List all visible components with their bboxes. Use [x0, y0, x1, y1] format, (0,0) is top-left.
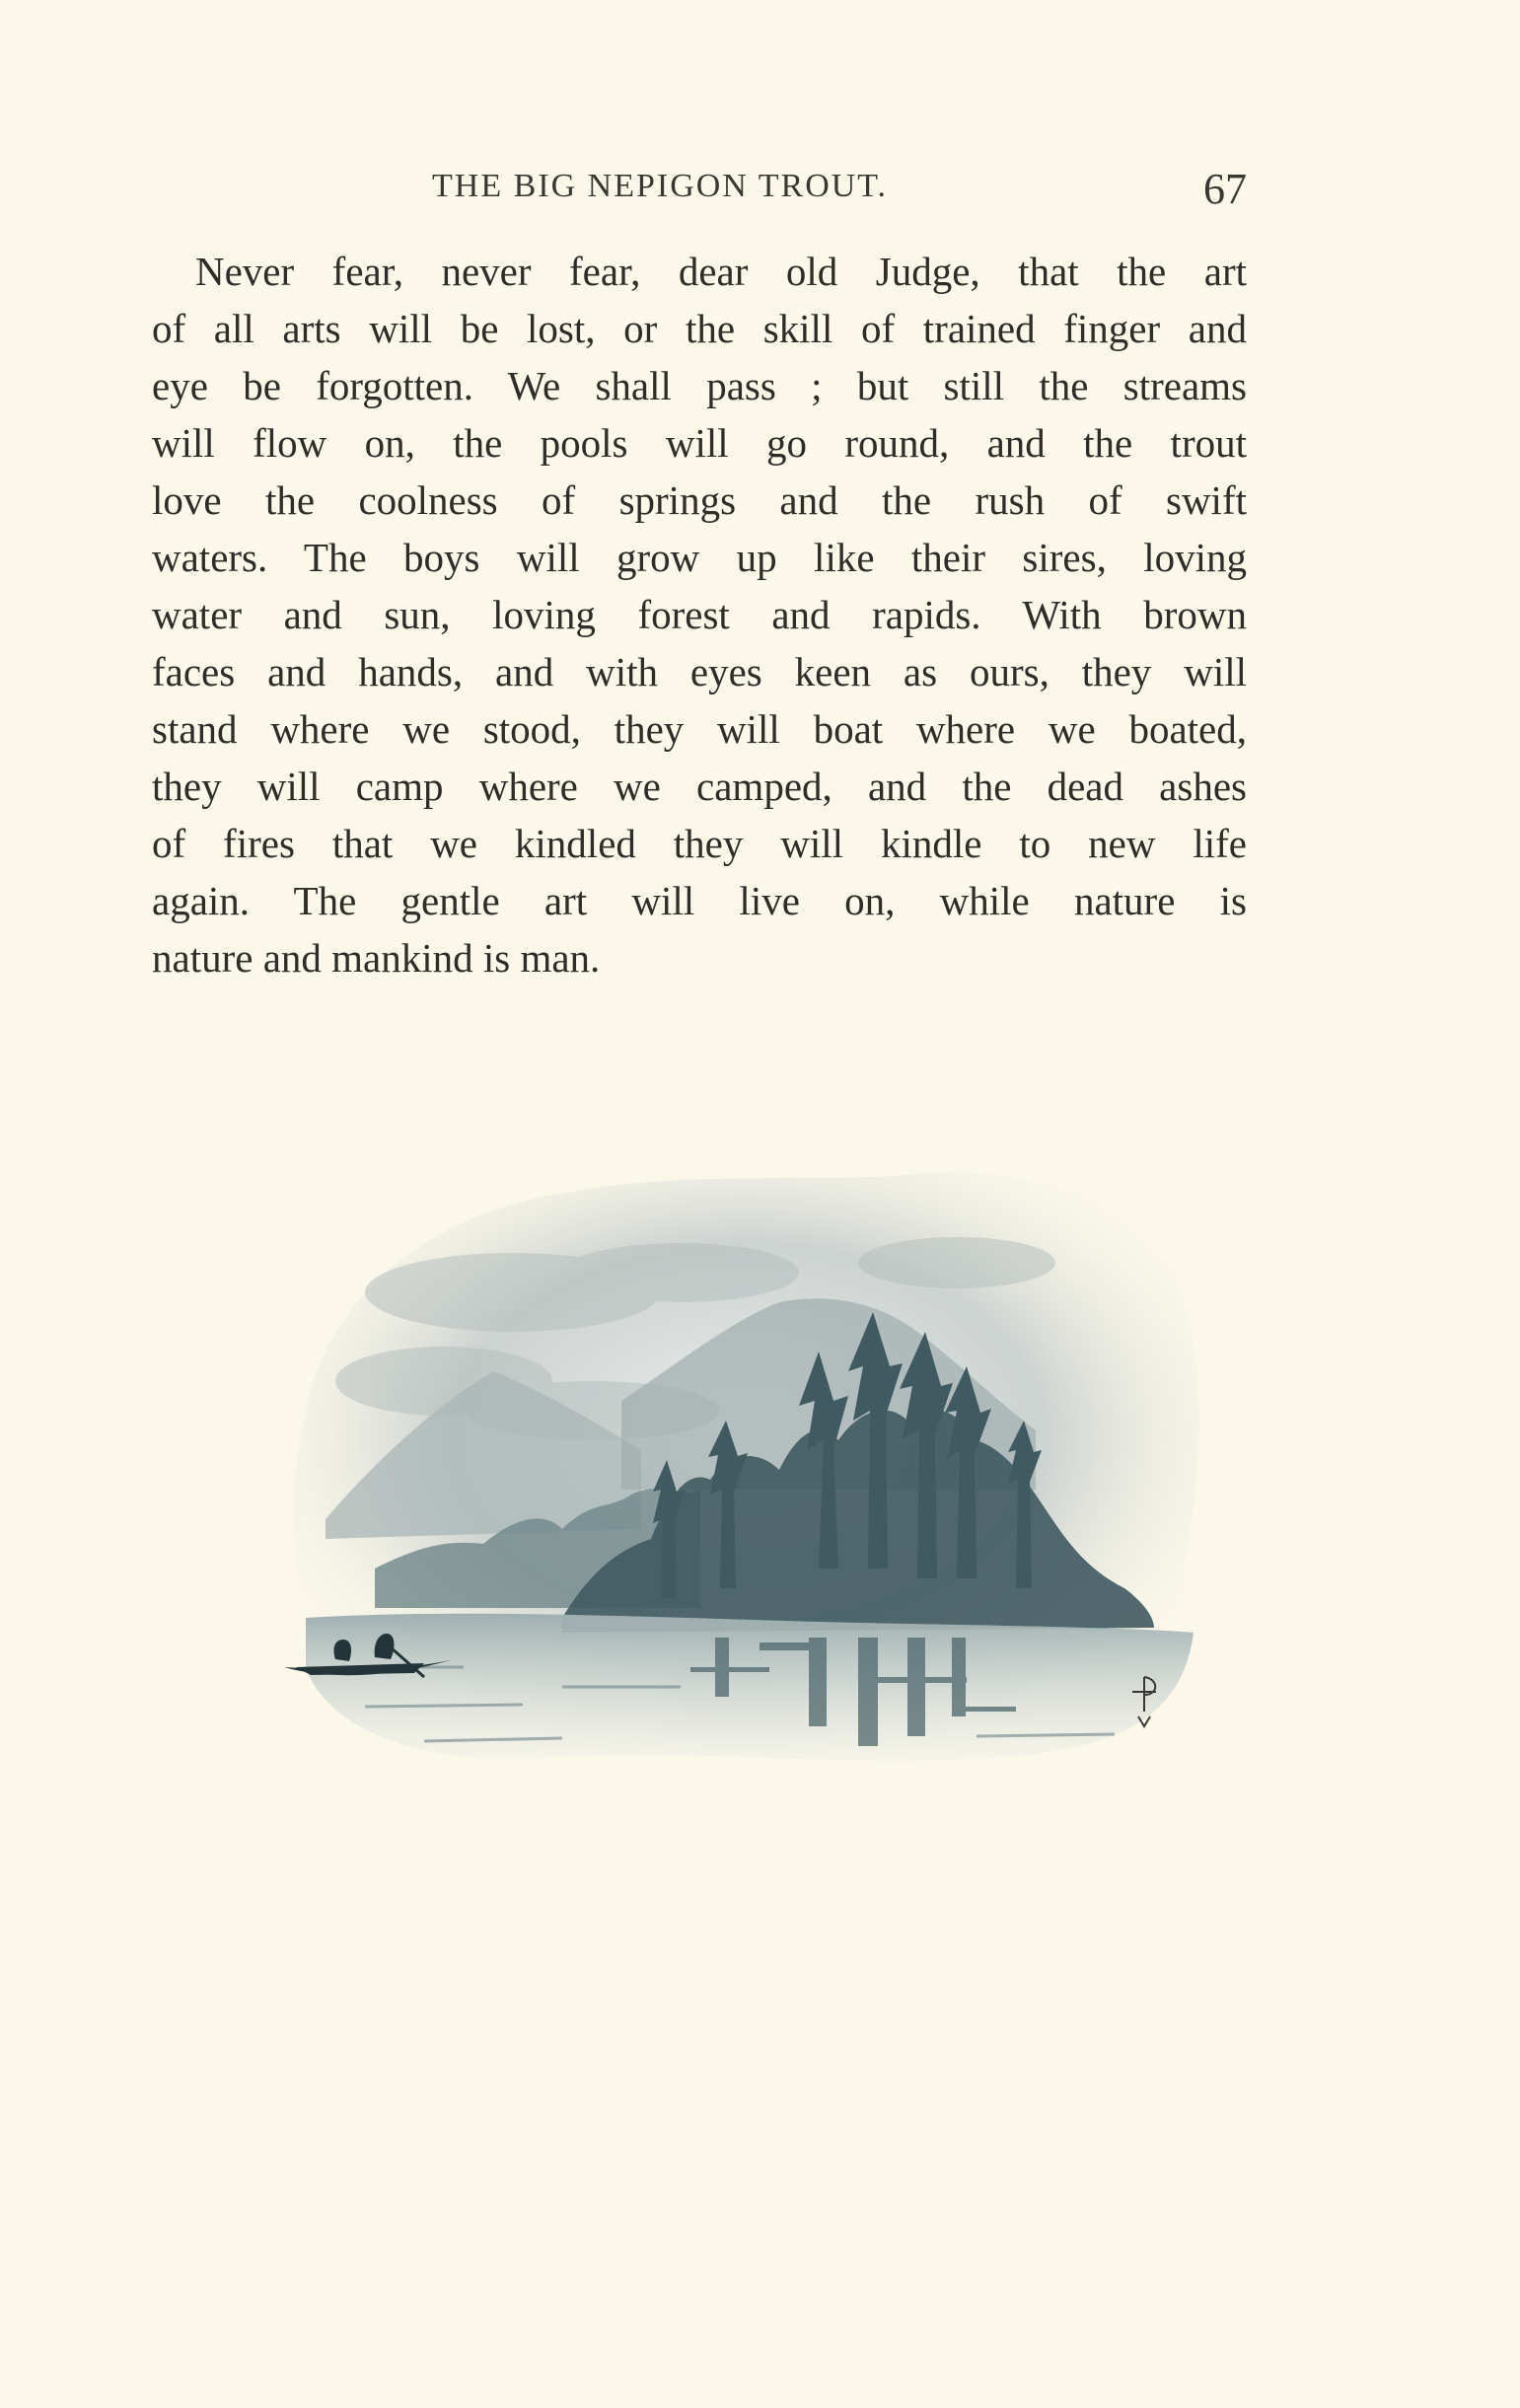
text-line: water and sun, loving forest and rapids. With brown [152, 592, 1247, 637]
lake-illustration [266, 1154, 1263, 1786]
text-line: they will camp where we camped, and the dead ashes [152, 764, 1247, 809]
paddler-figure [333, 1640, 351, 1661]
text-line: waters. The boys will grow up like their sires, loving [152, 535, 1247, 580]
text-line: faces and hands, and with eyes keen as ours, they will [152, 649, 1247, 694]
text-line: again. The gentle art will live on, while nature is [152, 878, 1247, 923]
text-line: love the coolness of springs and the rush of swift [152, 477, 1247, 523]
text-line: eye be forgotten. We shall pass ; but still the streams [152, 363, 1247, 408]
text-line: stand where we stood, they will boat where we boated, [152, 706, 1247, 752]
running-title: THE BIG NEPIGON TROUT. [432, 168, 889, 204]
paragraph [152, 243, 1247, 986]
page-number: 67 [1203, 165, 1247, 213]
lake-scene [266, 1154, 1263, 1786]
running-head [152, 164, 1247, 213]
text-line: of fires that we kindled they will kindle to new life [152, 821, 1247, 866]
text-line: nature and mankind is man. [152, 935, 601, 981]
lake-water [306, 1614, 1194, 1761]
text-line: of all arts will be lost, or the skill of trained finger and [152, 306, 1247, 351]
text-line: Never fear, never fear, dear old Judge, that the art [195, 249, 1247, 294]
text-line: will flow on, the pools will go round, and the trout [152, 420, 1247, 466]
